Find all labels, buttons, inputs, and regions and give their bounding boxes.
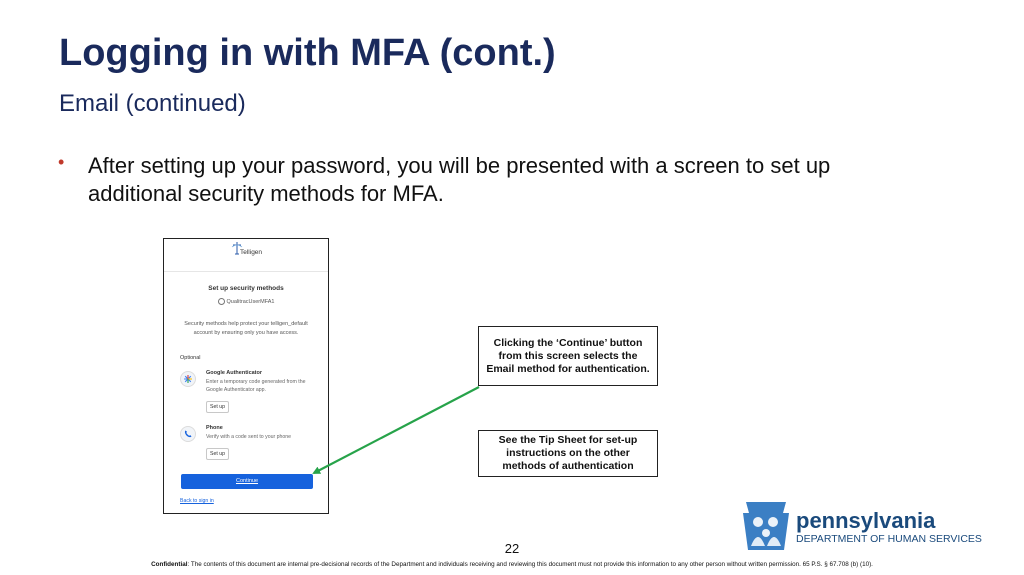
continue-callout [478, 326, 658, 386]
user-identifier [164, 298, 328, 305]
method-desc-phone: Verify with a code sent to your phone [206, 434, 292, 440]
user-name: QualitracUserMFA1 [226, 298, 275, 305]
slide-title: Logging in with MFA (cont.) [59, 32, 556, 74]
continue-button[interactable]: Continue [181, 474, 313, 489]
method-title-google: Google Authenticator [206, 370, 263, 376]
back-to-sign-in-link[interactable]: Back to sign in [180, 498, 214, 504]
footer-label: Confidential [151, 561, 188, 568]
telligen-logo-text: Telligen [240, 249, 263, 256]
tip-sheet-callout [478, 430, 658, 477]
google-authenticator-icon [180, 371, 196, 387]
pa-logo-department: DEPARTMENT OF HUMAN SERVICES [796, 533, 982, 545]
screenshot-header [164, 239, 328, 272]
security-description: Security methods help protect your telligen_default account by ensuring only you have access. [184, 321, 308, 336]
setup-google-button[interactable]: Set up [206, 401, 229, 413]
tip-sheet-callout-text: See the Tip Sheet for set-up instructions on the other methods of authentication [498, 434, 638, 472]
continue-callout-text: Clicking the ‘Continue’ button from this screen selects the Email method for authentication. [486, 336, 650, 375]
keystone-family-icon [740, 500, 792, 552]
page-number: 22 [504, 541, 520, 556]
method-desc-google: Enter a temporary code generated from the Google Authenticator app. [206, 379, 306, 393]
footer-text: : The contents of this document are internal pre-decisional records of the Department and individuals receiving and reviewing this document must not provide this information to any other person without written permission. 65 P.S. § 67.708 (b) (10). [187, 561, 873, 568]
bullet-marker: • [58, 152, 65, 172]
method-title-phone: Phone [206, 425, 223, 431]
confidentiality-footer [0, 561, 1024, 568]
security-methods-heading: Set up security methods [208, 285, 284, 292]
bullet-text: After setting up your password, you will be presented with a screen to set up additional security methods for MFA. [88, 153, 831, 206]
setup-phone-button[interactable]: Set up [206, 448, 229, 460]
arrow-line [314, 387, 479, 473]
slide-subtitle: Email (continued) [59, 90, 246, 117]
user-icon [218, 298, 225, 305]
pa-logo-name: pennsylvania [796, 508, 936, 533]
security-methods-screenshot [163, 238, 329, 514]
optional-label: Optional [180, 355, 201, 361]
phone-icon [180, 426, 196, 442]
